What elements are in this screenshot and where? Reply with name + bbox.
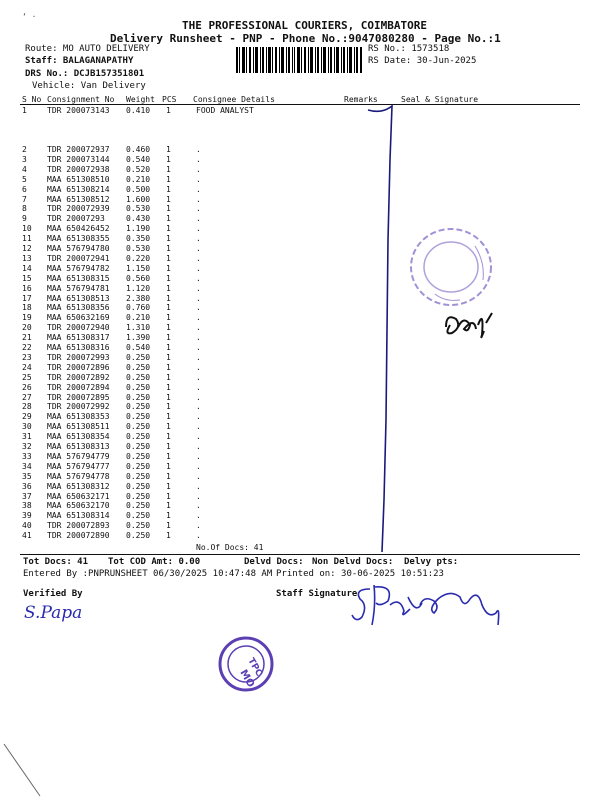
cell-pcs: 1: [166, 293, 171, 303]
cell-weight: 0.250: [126, 481, 151, 491]
table-row: [0, 214, 600, 224]
cell-weight: 0.350: [126, 234, 151, 244]
cell-pcs: 1: [166, 412, 171, 422]
table-row: [0, 383, 600, 393]
vehicle-text: Vehicle: Van Delivery: [32, 81, 146, 91]
cell-weight: 0.250: [126, 491, 151, 501]
cell-pcs: 1: [166, 343, 171, 352]
cell-consignee: .: [196, 343, 201, 352]
cell-pcs: 1: [166, 244, 171, 253]
cell-pcs: 1: [166, 402, 171, 412]
runsheet-title: Delivery Runsheet - PNP - Phone No.:9047080280 - Page No.:1: [110, 32, 501, 45]
cell-consignment: MAA 650426452: [47, 224, 110, 234]
cell-consignee: .: [196, 145, 201, 154]
cell-sno: 15: [22, 273, 32, 283]
cell-pcs: 1: [166, 521, 171, 531]
table-row: [0, 531, 600, 541]
table-row: [0, 303, 600, 313]
cell-weight: 0.250: [126, 372, 151, 382]
cell-pcs: 1: [166, 382, 171, 392]
cell-sno: 24: [22, 362, 32, 372]
cell-sno: 10: [22, 224, 32, 234]
cell-weight: 0.410: [126, 106, 151, 115]
cell-sno: 20: [22, 323, 32, 333]
cell-pcs: 1: [166, 145, 171, 154]
verifier-handwriting: S.Papa: [24, 603, 83, 623]
cell-sno: 5: [22, 174, 27, 184]
cell-consignment: TDR 200072894: [47, 382, 110, 392]
col-consignee: Consignee Details: [193, 95, 275, 104]
cell-consignment: TDR 20007293: [47, 214, 105, 224]
cell-sno: 13: [22, 253, 32, 263]
tot-cod: Tot COD Amt: 0.00: [108, 557, 201, 567]
cell-consignment: MAA 576794781: [47, 283, 110, 293]
cell-consignment: TDR 200072895: [47, 392, 110, 402]
cell-weight: 0.530: [126, 244, 151, 253]
cell-pcs: 1: [166, 451, 171, 461]
delvy-pts: Delvy pts:: [404, 557, 459, 567]
cell-weight: 0.460: [126, 145, 151, 154]
cell-sno: 41: [22, 531, 32, 541]
rs-date: RS Date: 30-Jun-2025: [368, 56, 477, 66]
cell-consignment: TDR 200072940: [47, 323, 110, 333]
cell-pcs: 1: [166, 471, 171, 481]
svg-text:MO: MO: [237, 668, 257, 690]
cell-consignee: .: [196, 372, 201, 382]
cell-consignment: MAA 576794780: [47, 244, 110, 253]
cell-sno: 17: [22, 293, 32, 303]
cell-consignee: .: [196, 253, 201, 263]
delvd-docs: Delvd Docs:: [244, 557, 304, 567]
cell-consignee: .: [196, 333, 201, 343]
table-row: [0, 492, 600, 502]
cell-sno: 26: [22, 382, 32, 392]
cell-weight: 0.250: [126, 531, 151, 541]
cell-consignment: MAA 576794777: [47, 461, 110, 471]
col-seal: Seal & Signature: [401, 95, 479, 104]
cell-weight: 1.390: [126, 333, 151, 343]
col-sno: S No: [22, 95, 42, 104]
col-weight: Weight: [126, 95, 155, 104]
cell-consignee: .: [196, 501, 201, 511]
cell-consignment: TDR 200072937: [47, 145, 110, 154]
doc-count: No.Of Docs: 41: [196, 543, 264, 552]
cell-weight: 0.250: [126, 461, 151, 471]
cell-consignment: MAA 651308315: [47, 273, 110, 283]
cell-sno: 2: [22, 145, 27, 154]
cell-weight: 1.150: [126, 263, 151, 273]
cell-consignee: .: [196, 422, 201, 432]
cell-pcs: 1: [166, 184, 171, 194]
cell-consignment: TDR 200072939: [47, 204, 110, 214]
table-row: [0, 353, 600, 363]
cell-pcs: 1: [166, 303, 171, 313]
table-row: [0, 422, 600, 432]
cell-pcs: 1: [166, 333, 171, 343]
cell-pcs: 1: [166, 204, 171, 214]
cell-weight: 1.120: [126, 283, 151, 293]
cell-weight: 0.430: [126, 214, 151, 224]
seal-stamp-faint: [405, 222, 500, 312]
cell-consignment: MAA 651308314: [47, 511, 110, 521]
cell-pcs: 1: [166, 283, 171, 293]
cell-sno: 38: [22, 501, 32, 511]
cell-consignee: .: [196, 323, 201, 333]
cell-consignee: .: [196, 283, 201, 293]
cell-consignment: MAA 576794779: [47, 451, 110, 461]
col-consignment: Consignment No: [47, 95, 115, 104]
cell-sno: 27: [22, 392, 32, 402]
cell-pcs: 1: [166, 461, 171, 471]
table-row: [0, 175, 600, 185]
table-row: [0, 323, 600, 333]
cell-consignee: .: [196, 521, 201, 531]
cell-pcs: 1: [166, 106, 171, 115]
cell-consignee: .: [196, 451, 201, 461]
cell-consignment: MAA 576794778: [47, 471, 110, 481]
table-row: [0, 204, 600, 214]
cell-consignment: MAA 651308317: [47, 333, 110, 343]
table-row: [0, 501, 600, 511]
cell-weight: 0.560: [126, 273, 151, 283]
cell-weight: 0.540: [126, 343, 151, 352]
cell-consignee: .: [196, 293, 201, 303]
non-delvd-docs: Non Delvd Docs:: [312, 557, 394, 567]
cell-sno: 9: [22, 214, 27, 224]
cell-pcs: 1: [166, 313, 171, 323]
cell-sno: 31: [22, 432, 32, 442]
cell-sno: 12: [22, 244, 32, 253]
cell-weight: 0.250: [126, 442, 151, 451]
cell-sno: 23: [22, 352, 32, 362]
cell-consignee: .: [196, 531, 201, 541]
cell-consignment: TDR 200072938: [47, 164, 110, 174]
cell-consignment: MAA 651308312: [47, 481, 110, 491]
cell-sno: 28: [22, 402, 32, 412]
cell-consignee: .: [196, 352, 201, 362]
cell-sno: 30: [22, 422, 32, 432]
cell-consignment: TDR 200073143: [47, 106, 110, 115]
cell-weight: 0.760: [126, 303, 151, 313]
table-row: [0, 234, 600, 244]
table-row: [0, 185, 600, 195]
cell-pcs: 1: [166, 511, 171, 521]
table-row: [0, 482, 600, 492]
table-row: [0, 165, 600, 175]
cell-sno: 22: [22, 343, 32, 352]
cell-pcs: 1: [166, 432, 171, 442]
cell-sno: 29: [22, 412, 32, 422]
table-row: [0, 373, 600, 383]
cell-consignment: MAA 651308353: [47, 412, 110, 422]
cell-sno: 40: [22, 521, 32, 531]
cell-consignee: .: [196, 362, 201, 372]
cell-pcs: 1: [166, 234, 171, 244]
cell-consignee: .: [196, 234, 201, 244]
cell-pcs: 1: [166, 253, 171, 263]
cell-pcs: 1: [166, 352, 171, 362]
cell-consignee: .: [196, 313, 201, 323]
cell-pcs: 1: [166, 164, 171, 174]
table-row: [0, 284, 600, 294]
cell-consignee: .: [196, 412, 201, 422]
svg-text:TPC: TPC: [245, 656, 264, 679]
table-row: [0, 313, 600, 323]
cell-consignee: .: [196, 154, 201, 164]
table-row: [0, 244, 600, 254]
cell-consignee: .: [196, 224, 201, 234]
cell-sno: 37: [22, 491, 32, 501]
cell-consignment: MAA 651308513: [47, 293, 110, 303]
cell-pcs: 1: [166, 372, 171, 382]
table-row: [0, 155, 600, 165]
cell-weight: 0.250: [126, 362, 151, 372]
cell-consignee: .: [196, 194, 201, 204]
cell-sno: 18: [22, 303, 32, 313]
cell-consignee: .: [196, 461, 201, 471]
cell-pcs: 1: [166, 481, 171, 491]
cell-weight: 0.250: [126, 432, 151, 442]
cell-pcs: 1: [166, 174, 171, 184]
header-divider: [20, 104, 580, 105]
cell-consignee: FOOD ANALYST: [196, 106, 254, 115]
staff-signature: [350, 575, 510, 635]
cell-consignment: MAA 651308355: [47, 234, 110, 244]
remarks-strike-line: [360, 100, 410, 560]
cell-consignee: .: [196, 392, 201, 402]
cell-consignee: .: [196, 402, 201, 412]
table-row: [0, 472, 600, 482]
cell-sno: 35: [22, 471, 32, 481]
cell-weight: 2.380: [126, 293, 151, 303]
cell-consignee: .: [196, 491, 201, 501]
cell-weight: 0.250: [126, 471, 151, 481]
cell-consignee: .: [196, 303, 201, 313]
cell-sno: 32: [22, 442, 32, 451]
cell-sno: 6: [22, 184, 27, 194]
cell-sno: 21: [22, 333, 32, 343]
cell-pcs: 1: [166, 531, 171, 541]
cell-consignment: MAA 650632171: [47, 491, 110, 501]
table-row: [0, 254, 600, 264]
cell-sno: 19: [22, 313, 32, 323]
table-row: [0, 412, 600, 422]
staff-signature-label: Staff Signature: [276, 589, 358, 599]
footer-divider: [20, 554, 580, 555]
cell-consignment: TDR 200072993: [47, 352, 110, 362]
cell-consignee: .: [196, 273, 201, 283]
drs-number: DRS No.: DCJB157351801: [25, 69, 145, 79]
table-row: [0, 294, 600, 304]
cell-sno: 14: [22, 263, 32, 273]
cell-sno: 39: [22, 511, 32, 521]
cell-weight: 0.250: [126, 451, 151, 461]
col-remarks: Remarks: [344, 95, 378, 104]
table-row: [0, 224, 600, 234]
cell-weight: 0.250: [126, 402, 151, 412]
cell-consignment: MAA 651308316: [47, 343, 110, 352]
table-row: [0, 363, 600, 373]
cell-sno: 1: [22, 106, 27, 115]
cell-consignee: .: [196, 442, 201, 451]
printed-on: Printed on: 30-06-2025 10:51:23: [276, 569, 444, 579]
cell-consignment: MAA 651308354: [47, 432, 110, 442]
table-row: [0, 521, 600, 531]
table-row: [0, 511, 600, 521]
cell-sno: 7: [22, 194, 27, 204]
verified-by-label: Verified By: [23, 589, 83, 599]
barcode-image: [236, 47, 362, 73]
cell-pcs: 1: [166, 263, 171, 273]
cell-consignment: MAA 651308511: [47, 422, 110, 432]
cell-sno: 34: [22, 461, 32, 471]
table-row: [0, 452, 600, 462]
cell-weight: 1.310: [126, 323, 151, 333]
cell-consignee: .: [196, 164, 201, 174]
cell-pcs: 1: [166, 273, 171, 283]
cell-consignment: TDR 200072941: [47, 253, 110, 263]
cell-weight: 1.600: [126, 194, 151, 204]
cell-weight: 0.530: [126, 204, 151, 214]
cell-consignment: MAA 651308512: [47, 194, 110, 204]
col-pcs: PCS: [162, 95, 177, 104]
cell-pcs: 1: [166, 154, 171, 164]
cell-weight: 0.250: [126, 412, 151, 422]
cell-consignment: TDR 200072992: [47, 402, 110, 412]
cell-sno: 3: [22, 154, 27, 164]
cell-weight: 0.540: [126, 154, 151, 164]
cell-weight: 0.250: [126, 352, 151, 362]
cell-consignee: .: [196, 432, 201, 442]
table-row: [0, 145, 600, 155]
scan-edge-line: [0, 740, 60, 800]
cell-consignment: TDR 200072893: [47, 521, 110, 531]
entered-by: Entered By :PNPRUNSHEET 06/30/2025 10:47:48 AM: [23, 569, 273, 579]
cell-sno: 33: [22, 451, 32, 461]
cell-pcs: 1: [166, 422, 171, 432]
cell-consignee: .: [196, 184, 201, 194]
cell-sno: 16: [22, 283, 32, 293]
cell-consignment: TDR 200072892: [47, 372, 110, 382]
table-row: [0, 195, 600, 205]
cell-consignee: .: [196, 174, 201, 184]
company-name: THE PROFESSIONAL COURIERS, COIMBATORE: [182, 19, 428, 32]
table-row: [0, 343, 600, 353]
cell-consignment: MAA 576794782: [47, 263, 110, 273]
cell-consignment: TDR 200072890: [47, 531, 110, 541]
table-row: [0, 462, 600, 472]
cell-weight: 0.250: [126, 422, 151, 432]
cell-weight: 0.210: [126, 313, 151, 323]
table-row: [0, 264, 600, 274]
cell-consignee: .: [196, 204, 201, 214]
table-row: [0, 274, 600, 284]
cell-consignee: .: [196, 263, 201, 273]
cell-sno: 4: [22, 164, 27, 174]
corner-mark: ‘ ·: [22, 12, 37, 21]
cell-pcs: 1: [166, 224, 171, 234]
cell-pcs: 1: [166, 442, 171, 451]
cell-consignment: MAA 650632169: [47, 313, 110, 323]
table-row: [0, 402, 600, 412]
tpc-mo-stamp: [218, 636, 274, 692]
cell-weight: 0.250: [126, 521, 151, 531]
cell-weight: 1.190: [126, 224, 151, 234]
cell-weight: 0.220: [126, 253, 151, 263]
cell-pcs: 1: [166, 491, 171, 501]
cell-consignee: .: [196, 214, 201, 224]
cell-weight: 0.210: [126, 174, 151, 184]
cell-weight: 0.500: [126, 184, 151, 194]
cell-consignment: MAA 651308510: [47, 174, 110, 184]
cell-consignment: TDR 200073144: [47, 154, 110, 164]
table-row: [0, 442, 600, 452]
cell-weight: 0.250: [126, 501, 151, 511]
cell-sno: 25: [22, 372, 32, 382]
rs-number: RS No.: 1573518: [368, 44, 450, 54]
cell-weight: 0.520: [126, 164, 151, 174]
cell-consignment: MAA 651308313: [47, 442, 110, 451]
route-text: Route: MO AUTO DELIVERY: [25, 44, 150, 54]
cell-consignee: .: [196, 511, 201, 521]
staff-text: Staff: BALAGANAPATHY: [25, 56, 134, 66]
receiver-signature: [440, 305, 500, 345]
cell-pcs: 1: [166, 214, 171, 224]
cell-consignee: .: [196, 471, 201, 481]
cell-sno: 11: [22, 234, 32, 244]
cell-sno: 36: [22, 481, 32, 491]
cell-weight: 0.250: [126, 382, 151, 392]
cell-consignment: TDR 200072896: [47, 362, 110, 372]
cell-consignee: .: [196, 382, 201, 392]
cell-consignment: MAA 650632170: [47, 501, 110, 511]
cell-pcs: 1: [166, 501, 171, 511]
table-row: [0, 393, 600, 403]
cell-pcs: 1: [166, 323, 171, 333]
cell-pcs: 1: [166, 194, 171, 204]
cell-weight: 0.250: [126, 392, 151, 402]
cell-consignee: .: [196, 481, 201, 491]
cell-sno: 8: [22, 204, 27, 214]
cell-pcs: 1: [166, 392, 171, 402]
table-row: [0, 432, 600, 442]
cell-consignee: .: [196, 244, 201, 253]
cell-consignment: MAA 651308356: [47, 303, 110, 313]
cell-weight: 0.250: [126, 511, 151, 521]
cell-pcs: 1: [166, 362, 171, 372]
table-row: [0, 106, 600, 116]
cell-consignment: MAA 651308214: [47, 184, 110, 194]
table-row: [0, 333, 600, 343]
tot-docs: Tot Docs: 41: [23, 557, 89, 567]
